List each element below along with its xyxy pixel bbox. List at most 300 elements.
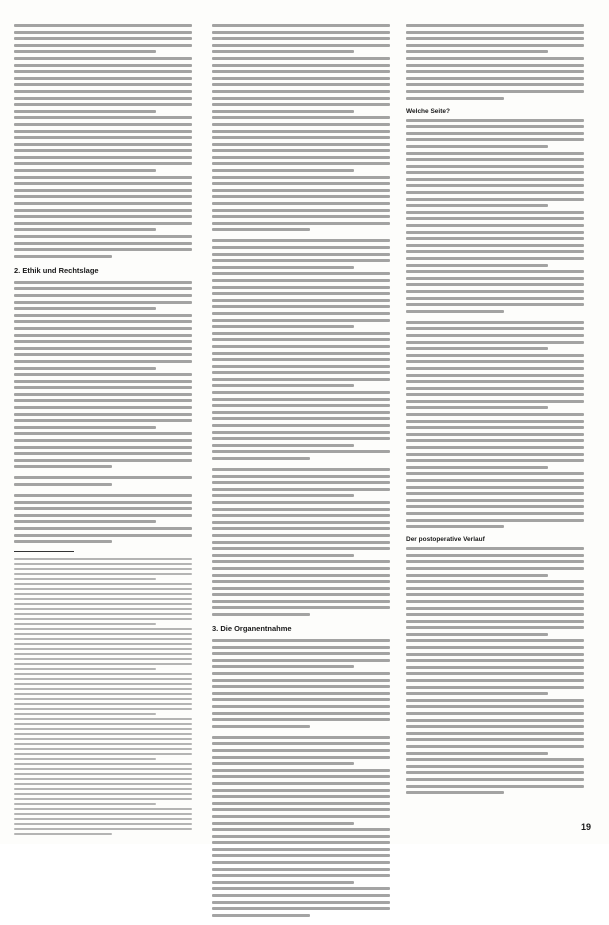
- illegible-text-line: [212, 338, 390, 341]
- illegible-text-line: [212, 239, 390, 242]
- illegible-text-line: [212, 481, 390, 484]
- illegible-text-line: [212, 162, 390, 165]
- illegible-text-line: [406, 290, 584, 293]
- illegible-text-line: [406, 758, 584, 761]
- illegible-text-line: [406, 70, 584, 73]
- illegible-text-line: [406, 505, 584, 508]
- illegible-text-line: [406, 380, 584, 383]
- illegible-text-line: [406, 152, 584, 155]
- illegible-text-line: [14, 367, 156, 370]
- illegible-text-line: [406, 138, 584, 141]
- illegible-text-line: [212, 501, 390, 504]
- illegible-text-line: [212, 286, 390, 289]
- paragraph: [212, 736, 390, 917]
- illegible-text-line: [212, 514, 390, 517]
- illegible-text-line: [212, 169, 354, 172]
- illegible-text-line: [406, 250, 584, 253]
- illegible-text-line: [14, 44, 192, 47]
- illegible-text-line: [406, 433, 584, 436]
- illegible-text-line: [212, 31, 390, 34]
- illegible-text-line: [212, 795, 390, 798]
- page-number: 19: [580, 822, 591, 832]
- illegible-text-line: [14, 406, 192, 409]
- illegible-text-line: [14, 182, 192, 185]
- illegible-text-line: [14, 123, 192, 126]
- illegible-text-line: [406, 607, 584, 610]
- illegible-text-line: [14, 50, 156, 53]
- illegible-text-line: [14, 248, 192, 251]
- illegible-text-line: [212, 692, 390, 695]
- illegible-text-line: [406, 519, 584, 522]
- illegible-text-line: [14, 773, 192, 775]
- illegible-text-line: [212, 83, 390, 86]
- illegible-text-line: [212, 587, 390, 590]
- illegible-text-line: [14, 320, 192, 323]
- illegible-text-line: [406, 270, 584, 273]
- illegible-text-line: [212, 77, 390, 80]
- illegible-text-line: [212, 789, 390, 792]
- illegible-text-line: [14, 452, 192, 455]
- illegible-text-line: [406, 283, 584, 286]
- illegible-text-line: [406, 705, 584, 708]
- illegible-text-line: [406, 765, 584, 768]
- illegible-text-line: [212, 494, 354, 497]
- illegible-text-line: [14, 608, 192, 610]
- illegible-text-line: [14, 768, 192, 770]
- illegible-text-line: [406, 77, 584, 80]
- illegible-text-line: [14, 235, 192, 238]
- illegible-text-line: [14, 520, 156, 523]
- illegible-text-line: [406, 525, 504, 528]
- illegible-text-line: [212, 292, 390, 295]
- illegible-text-line: [14, 195, 192, 198]
- illegible-text-line: [406, 237, 584, 240]
- illegible-text-line: [406, 620, 584, 623]
- illegible-text-line: [406, 567, 584, 570]
- illegible-text-line: [14, 136, 192, 139]
- illegible-text-line: [14, 818, 192, 820]
- illegible-text-line: [406, 560, 584, 563]
- illegible-text-line: [212, 325, 354, 328]
- illegible-text-line: [14, 583, 192, 585]
- illegible-text-line: [406, 44, 584, 47]
- illegible-text-line: [212, 822, 354, 825]
- illegible-text-line: [212, 868, 390, 871]
- illegible-text-line: [212, 554, 354, 557]
- illegible-text-line: [14, 97, 192, 100]
- illegible-text-line: [212, 259, 390, 262]
- illegible-text-line: [212, 782, 390, 785]
- illegible-text-line: [406, 466, 548, 469]
- illegible-text-line: [406, 277, 584, 280]
- illegible-text-line: [212, 907, 390, 910]
- illegible-text-line: [212, 182, 390, 185]
- illegible-text-line: [14, 698, 192, 700]
- illegible-text-line: [212, 156, 390, 159]
- illegible-text-line: [406, 653, 584, 656]
- illegible-text-line: [14, 393, 192, 396]
- illegible-text-line: [14, 598, 192, 600]
- illegible-text-line: [14, 162, 192, 165]
- illegible-text-line: [212, 574, 390, 577]
- illegible-text-line: [212, 103, 390, 106]
- list-item-2: [14, 494, 192, 543]
- illegible-text-line: [212, 411, 390, 414]
- illegible-text-line: [14, 465, 112, 468]
- illegible-text-line: [406, 165, 584, 168]
- illegible-text-line: [406, 257, 584, 260]
- illegible-text-line: [212, 50, 354, 53]
- illegible-text-line: [212, 176, 390, 179]
- illegible-text-line: [14, 783, 192, 785]
- illegible-text-line: [14, 748, 192, 750]
- illegible-text-line: [14, 386, 192, 389]
- illegible-text-line: [406, 224, 584, 227]
- illegible-text-line: [406, 191, 584, 194]
- illegible-text-line: [406, 659, 584, 662]
- illegible-text-line: [14, 301, 192, 304]
- illegible-text-line: [212, 143, 390, 146]
- illegible-text-line: [406, 778, 584, 781]
- illegible-text-line: [406, 367, 584, 370]
- paragraph: [212, 639, 390, 728]
- illegible-text-line: [406, 413, 584, 416]
- illegible-text-line: [14, 683, 192, 685]
- illegible-text-line: [212, 775, 390, 778]
- illegible-text-line: [212, 70, 390, 73]
- illegible-text-line: [14, 31, 192, 34]
- illegible-text-line: [406, 297, 584, 300]
- illegible-text-line: [14, 432, 192, 435]
- illegible-text-line: [212, 424, 390, 427]
- illegible-text-line: [406, 310, 504, 313]
- illegible-text-line: [212, 762, 354, 765]
- illegible-text-line: [212, 312, 390, 315]
- illegible-text-line: [212, 365, 390, 368]
- illegible-text-line: [212, 698, 390, 701]
- footnotes: [14, 558, 192, 835]
- illegible-text-line: [212, 44, 390, 47]
- illegible-text-line: [406, 785, 584, 788]
- illegible-text-line: [14, 446, 192, 449]
- illegible-text-line: [212, 685, 390, 688]
- illegible-text-line: [212, 457, 310, 460]
- illegible-text-line: [406, 686, 584, 689]
- illegible-text-line: [212, 37, 390, 40]
- illegible-text-line: [212, 450, 390, 453]
- illegible-text-line: [212, 417, 390, 420]
- illegible-text-line: [406, 231, 584, 234]
- illegible-text-line: [14, 281, 192, 284]
- illegible-text-line: [406, 119, 584, 122]
- illegible-text-line: [14, 534, 192, 537]
- illegible-text-line: [212, 398, 390, 401]
- illegible-text-line: [14, 202, 192, 205]
- illegible-text-line: [212, 371, 390, 374]
- illegible-text-line: [14, 307, 156, 310]
- illegible-text-line: [14, 738, 192, 740]
- illegible-text-line: [14, 743, 192, 745]
- illegible-text-line: [14, 70, 192, 73]
- illegible-text-line: [212, 475, 390, 478]
- illegible-text-line: [14, 663, 192, 665]
- illegible-text-line: [406, 699, 584, 702]
- illegible-text-line: [14, 130, 192, 133]
- illegible-text-line: [406, 31, 584, 34]
- illegible-text-line: [212, 725, 310, 728]
- illegible-text-line: [212, 769, 390, 772]
- illegible-text-line: [406, 387, 584, 390]
- illegible-text-line: [14, 37, 192, 40]
- illegible-text-line: [14, 483, 112, 486]
- illegible-text-line: [406, 211, 584, 214]
- illegible-text-line: [212, 279, 390, 282]
- illegible-text-line: [212, 580, 390, 583]
- illegible-text-line: [212, 391, 390, 394]
- illegible-text-line: [14, 242, 192, 245]
- illegible-text-line: [14, 643, 192, 645]
- illegible-text-line: [212, 90, 390, 93]
- illegible-text-line: [14, 360, 192, 363]
- illegible-text-line: [406, 406, 548, 409]
- illegible-text-line: [14, 808, 192, 810]
- illegible-text-line: [14, 340, 192, 343]
- illegible-text-line: [212, 352, 390, 355]
- illegible-text-line: [406, 499, 584, 502]
- illegible-text-line: [14, 613, 192, 615]
- illegible-text-line: [406, 97, 504, 100]
- illegible-text-line: [212, 468, 390, 471]
- illegible-text-line: [14, 788, 192, 790]
- illegible-text-line: [14, 399, 192, 402]
- subheading-welche-seite: Welche Seite?: [406, 107, 450, 115]
- illegible-text-line: [14, 588, 192, 590]
- illegible-text-line: [14, 90, 192, 93]
- illegible-text-line: [14, 287, 192, 290]
- illegible-text-line: [212, 215, 390, 218]
- illegible-text-line: [212, 828, 390, 831]
- illegible-text-line: [14, 703, 192, 705]
- illegible-text-line: [14, 778, 192, 780]
- illegible-text-line: [406, 327, 584, 330]
- illegible-text-line: [406, 83, 584, 86]
- illegible-text-line: [14, 176, 192, 179]
- text-column-1: [14, 24, 192, 843]
- illegible-text-line: [406, 492, 584, 495]
- illegible-text-line: [212, 613, 310, 616]
- illegible-text-line: [212, 404, 390, 407]
- illegible-text-line: [14, 833, 112, 835]
- illegible-text-line: [406, 360, 584, 363]
- paragraph: [14, 281, 192, 469]
- illegible-text-line: [14, 116, 192, 119]
- illegible-text-line: [212, 901, 390, 904]
- illegible-text-line: [14, 718, 192, 720]
- illegible-text-line: [14, 603, 192, 605]
- section-heading-organentnahme: 3. Die Organentnahme: [212, 624, 292, 634]
- illegible-text-line: [14, 713, 156, 715]
- illegible-text-line: [406, 646, 584, 649]
- illegible-text-line: [406, 264, 548, 267]
- illegible-text-line: [14, 514, 192, 517]
- illegible-text-line: [14, 708, 192, 710]
- illegible-text-line: [14, 693, 192, 695]
- illegible-text-line: [14, 143, 192, 146]
- subheading-postoperativer-verlauf: Der postoperative Verlauf: [406, 536, 485, 544]
- illegible-text-line: [406, 132, 584, 135]
- illegible-text-line: [14, 793, 192, 795]
- illegible-text-line: [212, 848, 390, 851]
- illegible-text-line: [14, 803, 156, 805]
- illegible-text-line: [406, 547, 584, 550]
- illegible-text-line: [14, 64, 192, 67]
- illegible-text-line: [14, 255, 112, 258]
- paragraph: [212, 24, 390, 231]
- illegible-text-line: [212, 606, 390, 609]
- illegible-text-line: [14, 413, 192, 416]
- illegible-text-line: [212, 253, 390, 256]
- illegible-text-line: [14, 733, 192, 735]
- illegible-text-line: [406, 303, 584, 306]
- illegible-text-line: [212, 149, 390, 152]
- illegible-text-line: [14, 678, 192, 680]
- illegible-text-line: [14, 763, 192, 765]
- illegible-text-line: [212, 378, 390, 381]
- illegible-text-line: [406, 125, 584, 128]
- illegible-text-line: [14, 426, 156, 429]
- illegible-text-line: [406, 90, 584, 93]
- text-column-2: [212, 24, 390, 925]
- illegible-text-line: [14, 380, 192, 383]
- illegible-text-line: [212, 815, 390, 818]
- illegible-text-line: [14, 228, 156, 231]
- illegible-text-line: [212, 209, 390, 212]
- illegible-text-line: [212, 195, 390, 198]
- illegible-text-line: [406, 633, 548, 636]
- illegible-text-line: [406, 393, 584, 396]
- illegible-text-line: [212, 894, 390, 897]
- illegible-text-line: [14, 753, 192, 755]
- illegible-text-line: [406, 178, 584, 181]
- illegible-text-line: [14, 459, 192, 462]
- illegible-text-line: [406, 446, 584, 449]
- illegible-text-line: [212, 679, 390, 682]
- illegible-text-line: [212, 567, 390, 570]
- illegible-text-line: [406, 204, 548, 207]
- illegible-text-line: [406, 512, 584, 515]
- illegible-text-line: [14, 189, 192, 192]
- illegible-text-line: [14, 149, 192, 152]
- illegible-text-line: [14, 334, 192, 337]
- illegible-text-line: [14, 347, 192, 350]
- illegible-text-line: [212, 874, 390, 877]
- illegible-text-line: [14, 24, 192, 27]
- illegible-text-line: [14, 222, 192, 225]
- illegible-text-line: [406, 354, 584, 357]
- illegible-text-line: [212, 887, 390, 890]
- illegible-text-line: [406, 50, 548, 53]
- illegible-text-line: [212, 222, 390, 225]
- illegible-text-line: [212, 358, 390, 361]
- illegible-text-line: [14, 314, 192, 317]
- illegible-text-line: [212, 130, 390, 133]
- illegible-text-line: [406, 37, 584, 40]
- illegible-text-line: [406, 347, 548, 350]
- illegible-text-line: [212, 64, 390, 67]
- illegible-text-line: [14, 103, 192, 106]
- illegible-text-line: [406, 426, 584, 429]
- illegible-text-line: [14, 658, 192, 660]
- illegible-text-line: [212, 718, 390, 721]
- illegible-text-line: [406, 574, 548, 577]
- illegible-text-line: [212, 488, 390, 491]
- illegible-text-line: [406, 639, 584, 642]
- illegible-text-line: [212, 861, 390, 864]
- illegible-text-line: [14, 593, 192, 595]
- illegible-text-line: [406, 184, 584, 187]
- illegible-text-line: [212, 600, 390, 603]
- illegible-text-line: [406, 732, 584, 735]
- illegible-text-line: [406, 672, 584, 675]
- list-item-1: [14, 476, 192, 486]
- illegible-text-line: [406, 486, 584, 489]
- illegible-text-line: [212, 246, 390, 249]
- illegible-text-line: [406, 420, 584, 423]
- illegible-text-line: [212, 110, 354, 113]
- illegible-text-line: [14, 668, 156, 670]
- illegible-text-line: [406, 725, 584, 728]
- illegible-text-line: [406, 600, 584, 603]
- illegible-text-line: [14, 828, 192, 830]
- illegible-text-line: [406, 719, 584, 722]
- illegible-text-line: [14, 578, 156, 580]
- illegible-text-line: [14, 507, 192, 510]
- illegible-text-line: [406, 593, 584, 596]
- illegible-text-line: [212, 808, 390, 811]
- illegible-text-line: [14, 813, 192, 815]
- illegible-text-line: [212, 881, 354, 884]
- illegible-text-line: [14, 628, 192, 630]
- illegible-text-line: [212, 272, 390, 275]
- illegible-text-line: [406, 752, 548, 755]
- illegible-text-line: [212, 116, 390, 119]
- illegible-text-line: [406, 771, 584, 774]
- illegible-text-line: [14, 638, 192, 640]
- illegible-text-line: [406, 712, 584, 715]
- illegible-text-line: [406, 334, 584, 337]
- illegible-text-line: [14, 57, 192, 60]
- illegible-text-line: [406, 439, 584, 442]
- illegible-text-line: [212, 560, 390, 563]
- illegible-text-line: [14, 688, 192, 690]
- paragraph: [406, 321, 584, 528]
- illegible-text-line: [406, 453, 584, 456]
- illegible-text-line: [212, 319, 390, 322]
- text-column-3: [406, 24, 584, 802]
- paragraph: [406, 24, 584, 100]
- illegible-text-line: [212, 652, 390, 655]
- illegible-text-line: [406, 679, 584, 682]
- illegible-text-line: [406, 479, 584, 482]
- illegible-text-line: [406, 459, 584, 462]
- illegible-text-line: [406, 198, 584, 201]
- illegible-text-line: [14, 439, 192, 442]
- illegible-text-line: [14, 215, 192, 218]
- illegible-text-line: [212, 749, 390, 752]
- footnote-divider: [14, 551, 74, 552]
- illegible-text-line: [212, 593, 390, 596]
- illegible-text-line: [406, 341, 584, 344]
